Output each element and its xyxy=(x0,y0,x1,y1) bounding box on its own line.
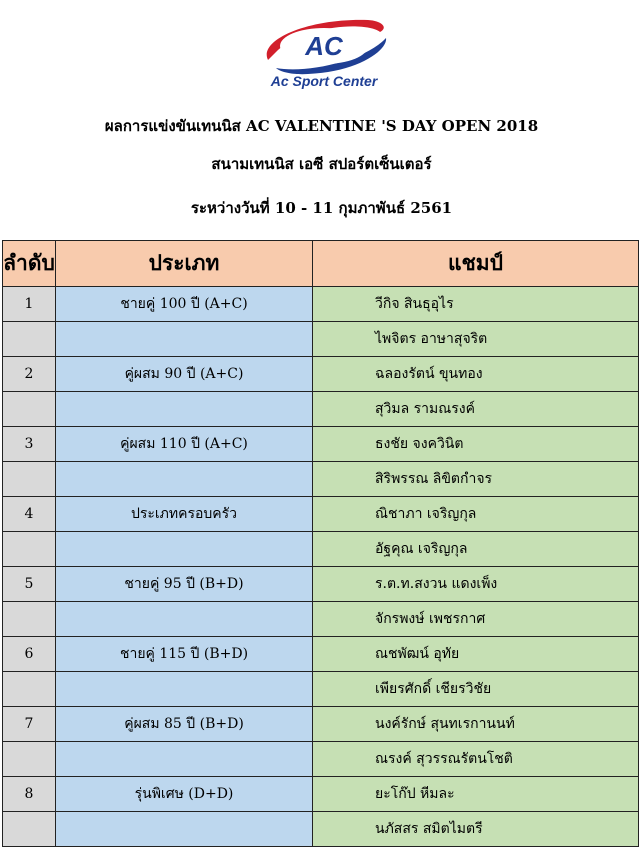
table-row xyxy=(3,392,639,427)
table-row xyxy=(3,322,639,357)
table-row xyxy=(3,812,639,847)
table-row xyxy=(3,672,639,707)
category-cell xyxy=(56,392,313,427)
champion-cell: วีกิจ สินธุอุไร xyxy=(313,287,639,322)
champion-cell: จักรพงษ์ เพชรกาศ xyxy=(313,602,639,637)
table-row xyxy=(3,427,639,462)
champion-cell: ณรงค์ สุวรรณรัตนโชติ xyxy=(313,742,639,777)
table-row xyxy=(3,637,639,672)
category-cell xyxy=(56,742,313,777)
category-cell: ชายคู่ 115 ปี (B+D) xyxy=(56,637,313,672)
table-row xyxy=(3,532,639,567)
rank-cell xyxy=(3,462,56,497)
rank-cell: 6 xyxy=(3,637,56,672)
ac-logo-graphic xyxy=(248,10,400,92)
rank-cell xyxy=(3,392,56,427)
table-row xyxy=(3,742,639,777)
date-title: ระหว่างวันที่ 10 - 11 กุมภาพันธ์ 2561 xyxy=(190,199,453,217)
category-cell: ประเภทครอบครัว xyxy=(56,497,313,532)
champion-cell: ยะโก๊ป หีมละ xyxy=(313,777,639,812)
table-row xyxy=(3,777,639,812)
champion-cell: นงค์รักษ์ สุนทเรกานนท์ xyxy=(313,707,639,742)
tournament-title: ผลการแข่งขันเทนนิส AC VALENTINE 'S DAY OPEN 2018 xyxy=(104,117,539,135)
rank-cell xyxy=(3,322,56,357)
table-header-row xyxy=(3,241,639,287)
results-table xyxy=(2,240,639,847)
table-row xyxy=(3,567,639,602)
table-row xyxy=(3,287,639,322)
champion-cell: ณิชาภา เจริญกุล xyxy=(313,497,639,532)
category-cell: ชายคู่ 100 ปี (A+C) xyxy=(56,287,313,322)
champion-cell: ร.ต.ท.สงวน แดงเพ็ง xyxy=(313,567,639,602)
column-header-rank: ลำดับ xyxy=(3,241,56,287)
table-row xyxy=(3,497,639,532)
rank-cell: 2 xyxy=(3,357,56,392)
results-body xyxy=(3,287,639,847)
rank-cell xyxy=(3,812,56,847)
champion-cell: ณชพัฒน์ อุทัย xyxy=(313,637,639,672)
rank-cell: 5 xyxy=(3,567,56,602)
champion-cell: อัฐคุณ เจริญกุล xyxy=(313,532,639,567)
rank-cell: 1 xyxy=(3,287,56,322)
rank-cell: 3 xyxy=(3,427,56,462)
rank-cell xyxy=(3,602,56,637)
champion-cell: ไพจิตร อาษาสุจริต xyxy=(313,322,639,357)
table-row xyxy=(3,707,639,742)
logo-brand-text: Ac Sport Center xyxy=(270,73,378,89)
column-header-champion: แชมป์ xyxy=(313,241,639,287)
table-row xyxy=(3,602,639,637)
category-cell: รุ่นพิเศษ (D+D) xyxy=(56,777,313,812)
category-cell xyxy=(56,322,313,357)
category-cell xyxy=(56,812,313,847)
champion-cell: ฉลองรัตน์ ขุนทอง xyxy=(313,357,639,392)
category-cell xyxy=(56,672,313,707)
champion-cell: นภัสสร สมิตไมตรี xyxy=(313,812,639,847)
category-cell: คู่ผสม 85 ปี (B+D) xyxy=(56,707,313,742)
column-header-category: ประเภท xyxy=(56,241,313,287)
category-cell xyxy=(56,462,313,497)
rank-cell: 8 xyxy=(3,777,56,812)
category-cell: คู่ผสม 110 ปี (A+C) xyxy=(56,427,313,462)
champion-cell: ธงชัย จงควินิต xyxy=(313,427,639,462)
category-cell xyxy=(56,532,313,567)
champion-cell: สุวิมล รามณรงค์ xyxy=(313,392,639,427)
category-cell: ชายคู่ 95 ปี (B+D) xyxy=(56,567,313,602)
rank-cell: 4 xyxy=(3,497,56,532)
ac-sport-center-logo xyxy=(248,10,400,92)
category-cell xyxy=(56,602,313,637)
category-cell: คู่ผสม 90 ปี (A+C) xyxy=(56,357,313,392)
table-row xyxy=(3,357,639,392)
rank-cell xyxy=(3,672,56,707)
rank-cell xyxy=(3,742,56,777)
rank-cell: 7 xyxy=(3,707,56,742)
venue-title: สนามเทนนิส เอซี สปอร์ตเซ็นเตอร์ xyxy=(211,155,432,173)
logo-mark-text: AC xyxy=(305,31,343,61)
table-row xyxy=(3,462,639,497)
champion-cell: เพียรศักดิ์ เชียรวิชัย xyxy=(313,672,639,707)
champion-cell: สิริพรรณ ลิขิตกำจร xyxy=(313,462,639,497)
rank-cell xyxy=(3,532,56,567)
